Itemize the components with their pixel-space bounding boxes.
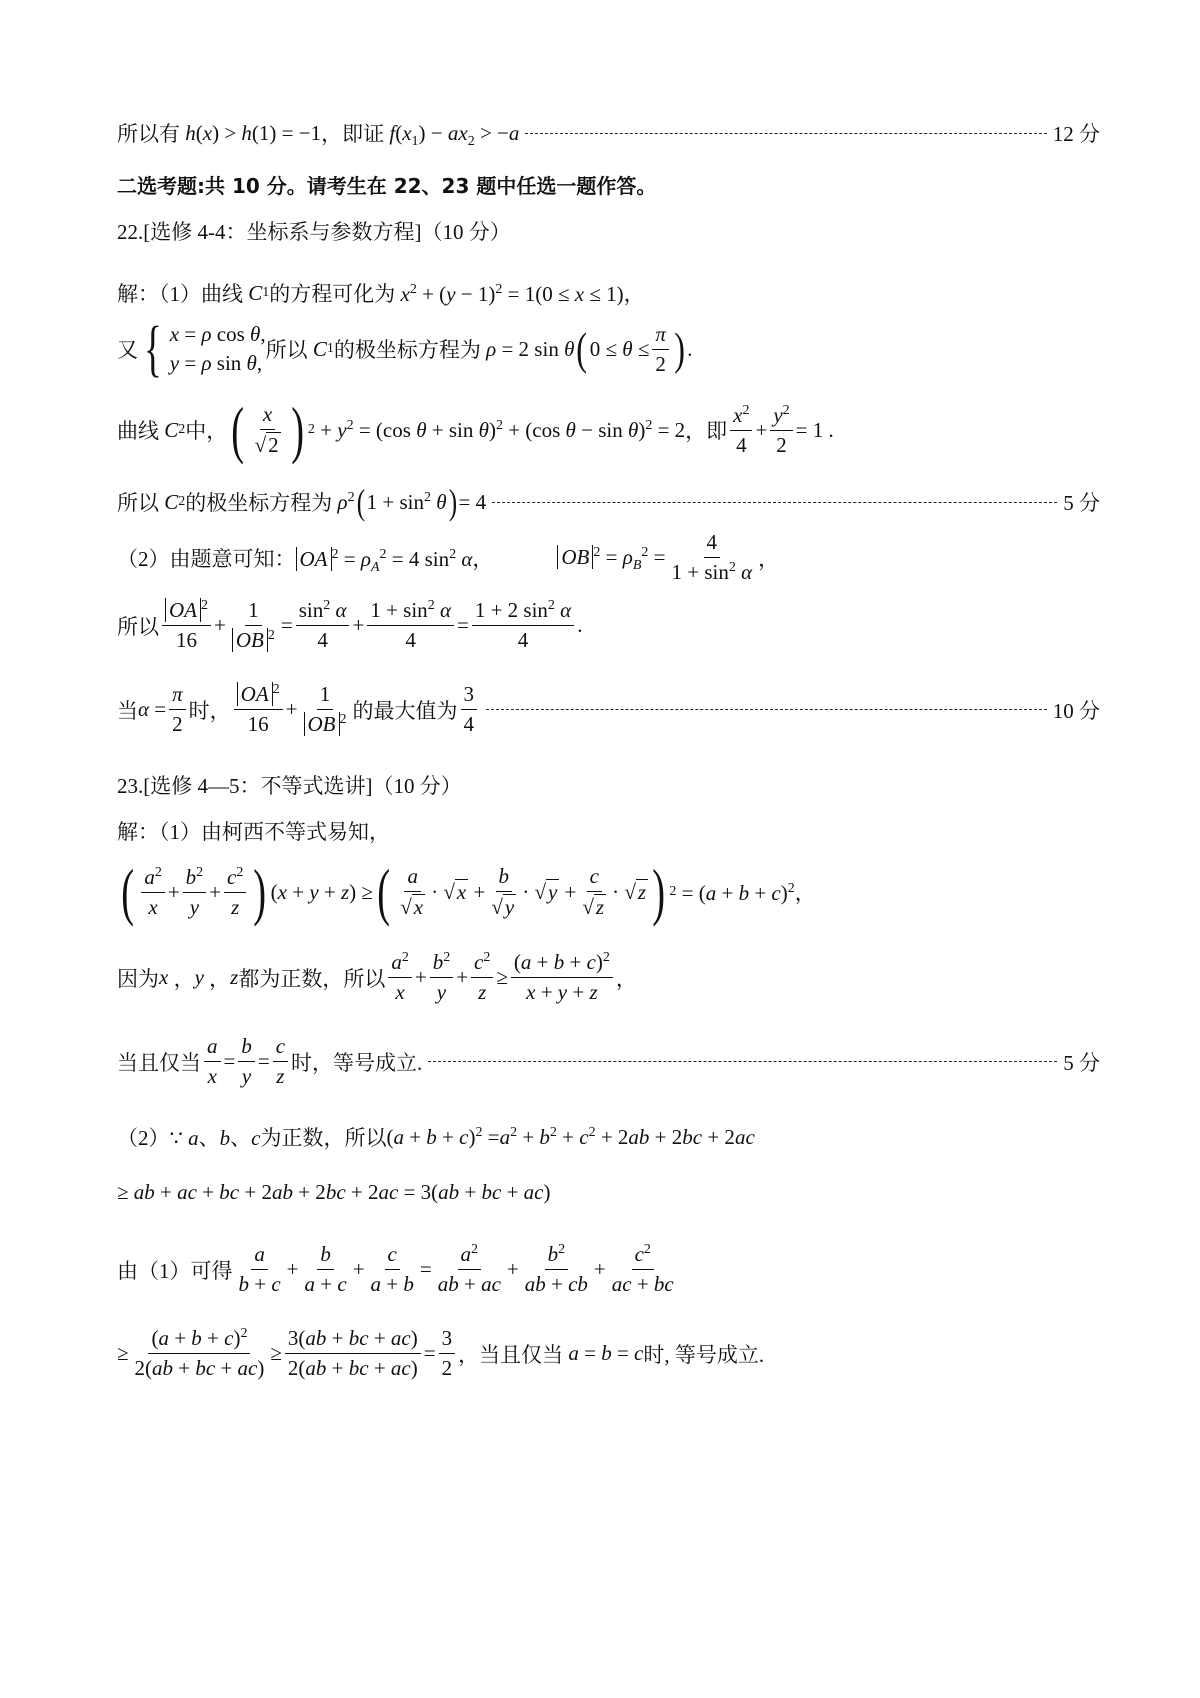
formula-f: $f(x_1) - ax_2 > -a$ [389,120,520,149]
formula-polar-c1: ρ = 2 sin θ [486,336,575,361]
q23-line7: 由（1）可得 $\frac{a}{b + c}$ + $\frac{b}{a + c}$ + $\frac{c}{a + b}$ = $\frac{a^2}{ab + ac}$ + $\frac{b^2}{ab + cb}$ + $\frac{c^2}{ac + bc}$ [117,1242,674,1296]
q22-line7: 当 α = $\frac{\pi}{2}$ 时， $\frac{OA ^2}{16}$ + $\frac{1}{OB ^2}$ 的最大值为 $\frac{3}{4}$ 10 分 [117,682,1100,736]
q22-line5: （2）由题意可知： OA $^2 = \rho_A^2 = 4$ $\sin^2 \alpha$， OB $^2 = \rho_B^2$ = $\frac{4}{1 + \sin^2 \alpha}$ ， [117,530,780,584]
formula-h: h(x) > h(1) = −1 [185,120,322,145]
q22-line2: 又 { x = ρ cos θ, y = ρ sin θ, 所以 C 1 的极坐标方程为 ρ = 2 sin θ ( 0 ≤ θ ≤ $\frac{\pi}{2}$ ) . [117,315,693,383]
q23-line3: 因为 x ， y ， z 都为正数，所以 $\frac{a^2}{x}$ + $\frac{b^2}{y}$ + $\frac{c^2}{z}$ ≥ $\frac{(a + b + c)^2}{x + y + z}$ ， [117,950,637,1004]
section-heading: 二选考题 :共 10 分。请考生在 22、23 题中任选一题作答。 [117,174,657,198]
param-system: x = ρ cos θ, y = ρ sin θ, [169,322,266,375]
q23-line4: 当且仅当 $\frac{a}{x}$ = $\frac{b}{y}$ = $\frac{c}{z}$ 时，等号成立. 5 分 [117,1034,1100,1088]
score-label: 12 分 [1052,122,1100,146]
q22-line4: 所以 C 2 的极坐标方程为 $\rho^2$ ( $1 + \sin^2 \theta$ ) = 4 5 分 [117,482,1100,522]
q23-line2: ( $\frac{a^2}{x}$ + $\frac{b^2}{y}$ + $\frac{c^2}{z}$ ) (x + y + z) ≥ ( a √ x · √ x + b √ y · √ y + c √ z · √ z ) 2 = $(a + b + c)^2$， [121,856,816,927]
q22-line6: 所以 $\frac{OA ^2}{16}$ + $\frac{1}{OB ^2}$ = $\frac{\sin^2 \alpha}{4}$ + $\frac{1 + \sin^2 \alpha}{4}$ = $\frac{1 + 2 \sin^2 \alpha}{4}$ . [117,598,583,652]
q23-title: 23.[选修 4—5：不等式选讲]（10 分） [117,774,462,798]
line-conclusion-12: 所以有 h(x) > h(1) = −1 ，即证 $f(x_1) - ax_2 > -a$ 12 分 [117,118,1100,148]
q22-line1: 解：（1）曲线 C 1 的方程可化为 $x^2 + (y - 1)^2 = 1(0 \le x \le 1)$， [117,278,645,308]
q22-line3: 曲线 C 2 中， ( x √ 2 ) 2 + $y^2 = (\cos$ θ + sin θ)$^2$ + (cos θ − sin θ)$^2$ = 2 ，即 $\frac{x^2}{4}$ + $\frac{y^2}{2}$ = 1 . [117,394,834,465]
q22-title: 22.[选修 4-4：坐标系与参数方程]（10 分） [117,220,511,244]
formula-circle: $x^2 + (y - 1)^2 = 1(0 \le x \le 1)$， [400,282,645,306]
q23-line6: ≥ ab + ac + bc + 2ab + 2bc + 2ac = 3(ab + bc + ac) [117,1180,551,1204]
q23-line1: 解：（1）由柯西不等式易知， [117,820,390,844]
q23-line8: ≥ $\frac{(a + b + c)^2}{2(ab + bc + ac)}$ ≥ $\frac{3(ab + bc + ac)}{2(ab + bc + ac)}$ = $\frac{3}{2}$ ，当且仅当 a = b = c 时, 等号成立. [117,1326,765,1380]
q23-line5: （2） ∵ a、b、c 为正数，所以 $(a + b + c)^2 =a^2 + b^2 + c^2 + 2ab + 2bc + 2ac$ [117,1124,755,1150]
score-leader [525,133,1046,134]
